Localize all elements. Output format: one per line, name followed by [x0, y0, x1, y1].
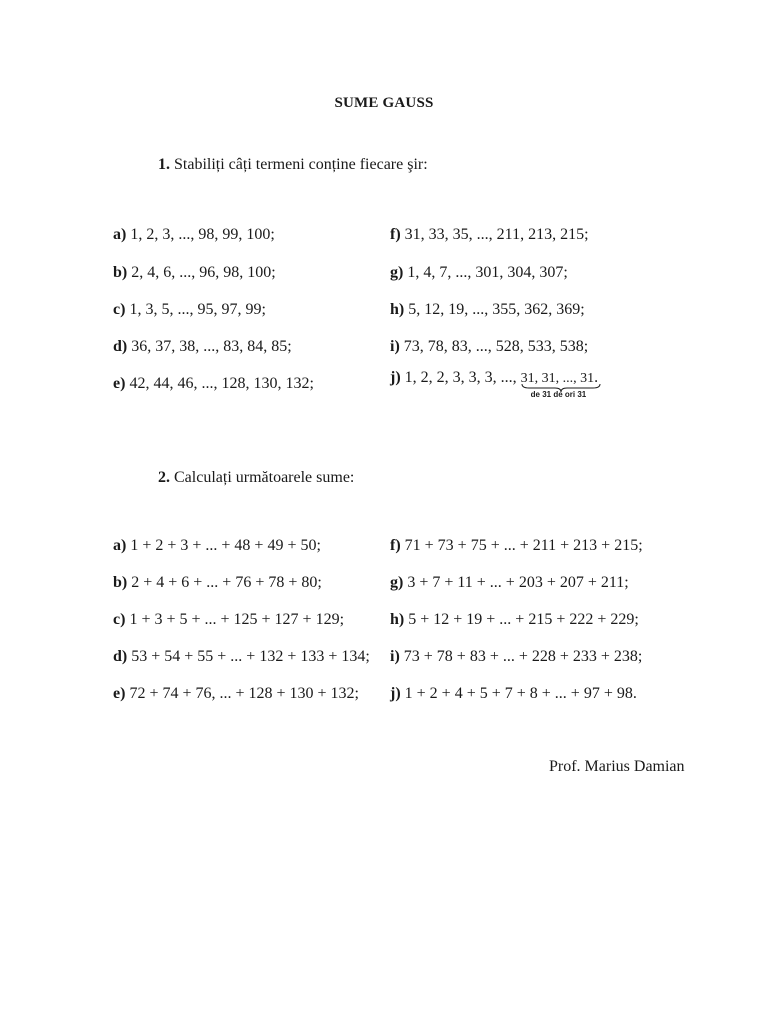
- item-label: a): [113, 537, 127, 554]
- item-label: g): [390, 264, 404, 281]
- item-text: 1, 3, 5, ..., 95, 97, 99;: [129, 301, 266, 318]
- exercise-2-item-i: [390, 648, 642, 666]
- item-label: h): [390, 611, 405, 628]
- exercise-1-item-d: [113, 338, 292, 356]
- exercise-2-text: Calculați următoarele sume:: [174, 469, 355, 486]
- item-text: 42, 44, 46, ..., 128, 130, 132;: [129, 375, 314, 392]
- exercise-1-item-i: [390, 338, 588, 356]
- item-label: g): [390, 574, 404, 591]
- exercise-2-item-a: [113, 537, 321, 555]
- exercise-2-item-e: [113, 685, 359, 703]
- exercise-1-item-e: [113, 375, 314, 393]
- item-label: e): [113, 685, 126, 702]
- item-text: 1, 2, 3, ..., 98, 99, 100;: [130, 226, 275, 243]
- item-text: 73 + 78 + 83 + ... + 228 + 233 + 238;: [403, 648, 643, 665]
- item-text: 3 + 7 + 11 + ... + 203 + 207 + 211;: [407, 574, 629, 591]
- item-text: 5 + 12 + 19 + ... + 215 + 222 + 229;: [408, 611, 639, 628]
- exercise-2-item-b: [113, 574, 322, 592]
- item-label: c): [113, 611, 126, 628]
- item-label: d): [113, 338, 128, 355]
- item-text: 2 + 4 + 6 + ... + 76 + 78 + 80;: [131, 574, 322, 591]
- exercise-2-item-h: [390, 611, 639, 629]
- item-text: 1, 2, 2, 3, 3, 3, ...,: [404, 369, 517, 386]
- item-label: c): [113, 301, 126, 318]
- exercise-1-item-j: [390, 369, 599, 399]
- item-text: 1 + 2 + 3 + ... + 48 + 49 + 50;: [130, 537, 321, 554]
- item-label: j): [390, 369, 401, 386]
- item-label: d): [113, 648, 128, 665]
- exercise-1-text: Stabiliți câți termeni conține fiecare şir:: [174, 156, 428, 173]
- item-text: 36, 37, 38, ..., 83, 84, 85;: [131, 338, 292, 355]
- exercise-2-item-c: [113, 611, 344, 629]
- exercise-1-item-h: [390, 301, 585, 319]
- exercise-1-item-f: [390, 226, 589, 244]
- item-label: i): [390, 338, 400, 355]
- item-label: h): [390, 301, 405, 318]
- exercise-2-item-f: [390, 537, 643, 555]
- item-label: b): [113, 574, 128, 591]
- item-text: 31, 33, 35, ..., 211, 213, 215;: [404, 226, 589, 243]
- item-label: i): [390, 648, 400, 665]
- item-text: 5, 12, 19, ..., 355, 362, 369;: [408, 301, 585, 318]
- item-text: 1, 4, 7, ..., 301, 304, 307;: [407, 264, 568, 281]
- item-text: 2, 4, 6, ..., 96, 98, 100;: [131, 264, 276, 281]
- underbrace-text: 31, 31, ..., 31: [520, 371, 595, 386]
- item-label: j): [390, 685, 401, 702]
- item-text: 53 + 54 + 55 + ... + 132 + 133 + 134;: [131, 648, 370, 665]
- item-label: e): [113, 375, 126, 392]
- item-label: f): [390, 226, 401, 243]
- exercise-2-item-j: [390, 685, 637, 703]
- item-label: f): [390, 537, 401, 554]
- exercise-2-heading: [158, 469, 354, 487]
- item-text: 1 + 3 + 5 + ... + 125 + 127 + 129;: [129, 611, 345, 628]
- item-text: 71 + 73 + 75 + ... + 211 + 213 + 215;: [404, 537, 643, 554]
- item-text: 72 + 74 + 76, ... + 128 + 130 + 132;: [129, 685, 359, 702]
- item-text: 73, 78, 83, ..., 528, 533, 538;: [403, 338, 589, 355]
- exercise-1-item-c: [113, 301, 266, 319]
- page-title: SUME GAUSS: [334, 95, 434, 111]
- exercise-2-number: 2.: [158, 469, 170, 486]
- exercise-1-item-b: [113, 264, 276, 282]
- exercise-2-item-d: [113, 648, 370, 666]
- item-text: 1 + 2 + 4 + 5 + 7 + 8 + ... + 97 + 98.: [404, 685, 637, 702]
- author-signature: Prof. Marius Damian: [549, 758, 685, 775]
- item-label: b): [113, 264, 128, 281]
- exercise-2-item-g: [390, 574, 629, 592]
- underbrace-group: [520, 369, 595, 399]
- exercise-1-item-g: [390, 264, 568, 282]
- exercise-1-number: 1.: [158, 156, 170, 173]
- exercise-1-heading: [158, 156, 428, 174]
- item-label: a): [113, 226, 127, 243]
- underbrace-note: de 31 de ori 31: [530, 390, 587, 399]
- exercise-1-item-a: [113, 226, 275, 244]
- item-end: .: [594, 369, 599, 386]
